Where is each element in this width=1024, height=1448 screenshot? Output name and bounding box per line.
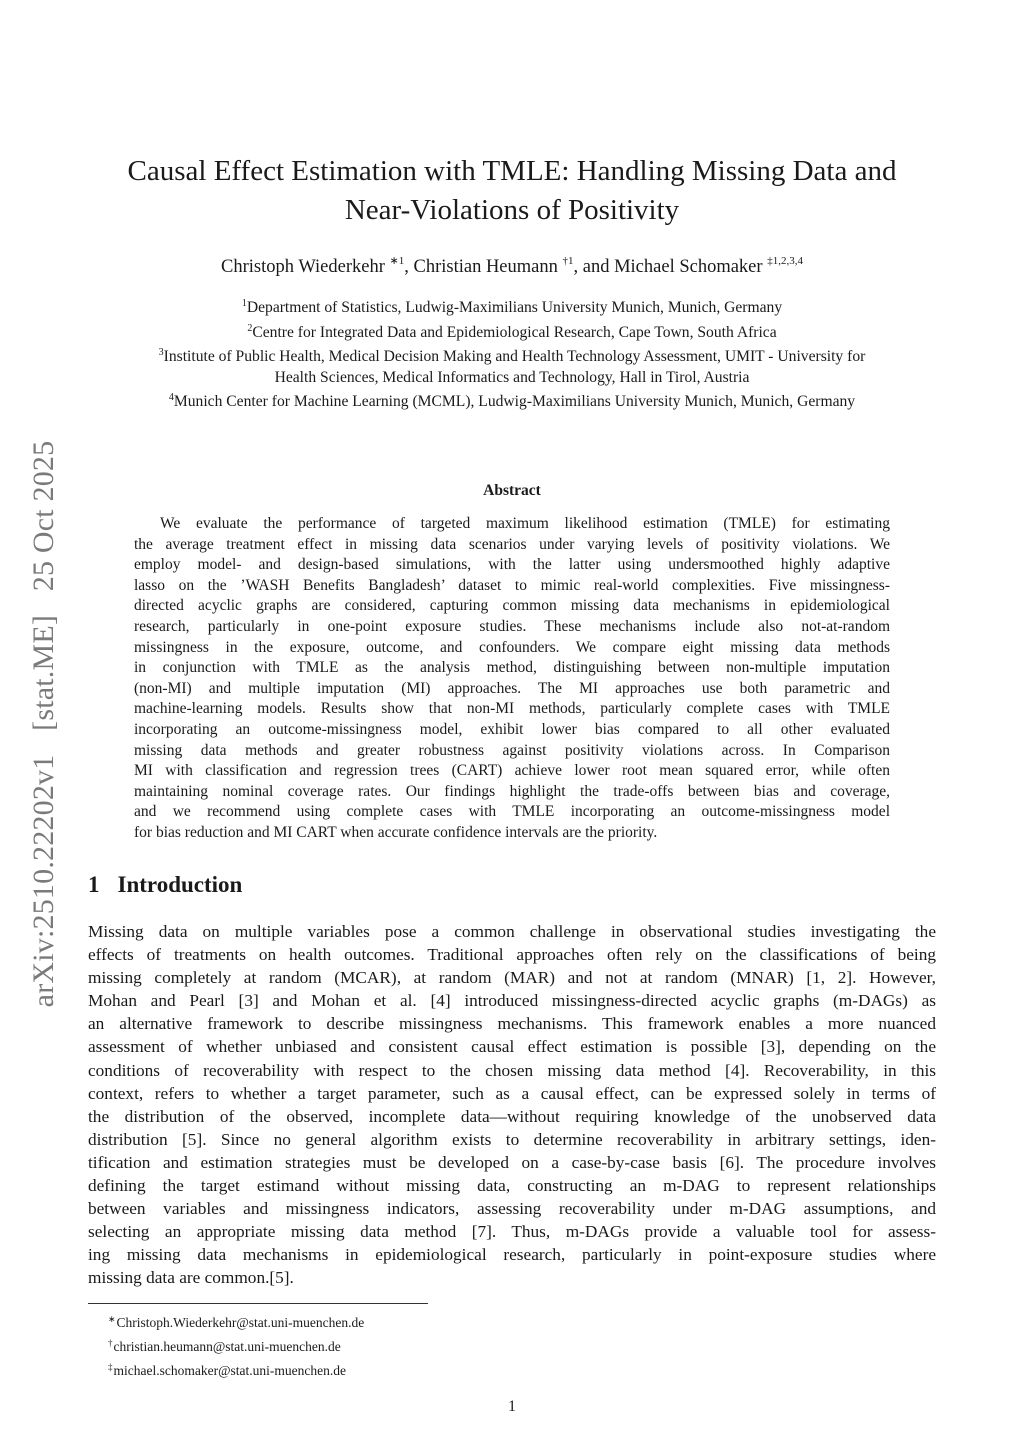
body-line: ing missing data mechanisms in epidemiological research, particularly in point-exposure studies where: [88, 1245, 936, 1265]
footnotes: [108, 1309, 364, 1381]
abstract-line: missingness in the exposure, outcome, and confounders. We compare eight missing data methods: [134, 638, 890, 656]
abstract-line: for bias reduction and MI CART when accurate confidence intervals are the priority.: [134, 823, 658, 841]
footnote-mark: ‡: [108, 1362, 113, 1372]
arxiv-date: 25 Oct 2025: [27, 440, 60, 592]
affiliation-text: Munich Center for Machine Learning (MCML), Ludwig-Maximilians University Munich, Munich, Germany: [173, 393, 856, 410]
abstract-line: machine-learning models. Results show that non-MI methods, particularly complete cases with TMLE: [134, 700, 890, 718]
affiliation-text: Department of Statistics, Ludwig-Maximilians University Munich, Munich, Germany: [246, 299, 783, 316]
footnote: [108, 1357, 364, 1381]
abstract-line: MI with classification and regression trees (CART) achieve lower root mean squared error, while often: [134, 762, 890, 780]
body-line: Mohan and Pearl [3] and Mohan et al. [4] introduced missingness-directed acyclic graphs (m-DAGs) as: [88, 991, 936, 1011]
footnote: [108, 1333, 364, 1357]
body-line: conditions of recoverability with respect to the chosen missing data method [4]. Recoverability, in this: [88, 1060, 936, 1080]
affiliation-number: 2: [247, 322, 253, 334]
body-line: distribution [5]. Since no general algorithm exists to determine recoverability in arbitrary settings, iden-: [88, 1129, 936, 1149]
title-line-2: Near-Violations of Positivity: [344, 194, 680, 226]
affiliation-number: 1: [241, 298, 247, 309]
arxiv-id: arXiv:2510.22202v1: [27, 754, 60, 1008]
affiliation: [78, 294, 946, 319]
abstract-line: incorporating an outcome-missingness model, exhibit lower bias compared to all other evaluated: [134, 720, 890, 738]
abstract-heading: Abstract: [483, 482, 541, 499]
body-line: between variables and missingness indicators, assessing recoverability under m-DAG assumptions, and: [88, 1199, 936, 1219]
abstract-line: in conjunction with TMLE as the analysis method, distinguishing between non-multiple imputation: [134, 659, 890, 677]
paper-title: [90, 152, 934, 230]
body-line: Missing data on multiple variables pose a common challenge in observational studies investigating the: [88, 922, 936, 941]
abstract-line: employ model- and design-based simulations, with the latter using undersmoothed highly adaptive: [134, 556, 890, 574]
author-marks: ∗1: [389, 255, 405, 267]
footnote-divider: [88, 1303, 428, 1304]
footnote-mark: †: [108, 1338, 113, 1348]
affiliation-text: Health Sciences, Medical Informatics and Technology, Hall in Tirol, Austria: [274, 368, 750, 386]
footnote-mark: ∗: [108, 1314, 116, 1324]
body-line: tification and estimation strategies must be developed on a case-by-case basis [6]. The procedure involves: [88, 1152, 936, 1172]
abstract-body: [134, 514, 890, 844]
body-line: missing completely at random (MCAR), at random (MAR) and not at random (MNAR) [1, 2]. However,: [88, 968, 936, 988]
abstract-line: the average treatment effect in missing data scenarios under varying levels of positivity violations. We: [134, 535, 890, 553]
author-name: Christian Heumann: [413, 257, 558, 277]
body-line: the distribution of the observed, incomplete data—without requiring knowledge of the unobserved data: [88, 1106, 936, 1126]
affiliation-text: Centre for Integrated Data and Epidemiological Research, Cape Town, South Africa: [252, 323, 777, 341]
body-line: effects of treatments on health outcomes. Traditional approaches often rely on the classifications of being: [88, 945, 936, 965]
introduction-paragraph: [88, 920, 936, 1290]
affiliation-list: [78, 294, 946, 413]
body-line: missing data are common.[5].: [88, 1268, 294, 1288]
abstract-line: missing data methods and greater robustness against positivity violations across. In Comparison: [134, 741, 890, 759]
section-number: 1: [88, 872, 100, 897]
affiliation: [78, 388, 946, 413]
footnote-email-link[interactable]: Christoph.Wiederkehr@stat.uni-muenchen.de: [116, 1315, 365, 1330]
arxiv-category: [stat.ME]: [27, 614, 60, 731]
affiliation-text: Institute of Public Health, Medical Decision Making and Health Technology Assessment, UMIT - University for: [163, 348, 866, 365]
body-line: context, refers to whether a target parameter, such as a causal effect, can be expressed solely in terms of: [88, 1083, 936, 1103]
author-name: Christoph Wiederkehr: [221, 257, 385, 277]
affiliation: [78, 319, 946, 344]
body-line: an alternative framework to describe missingness mechanisms. This framework enables a more nuanced: [88, 1014, 936, 1034]
abstract-line: maintaining nominal coverage rates. Our findings highlight the trade-offs between bias and coverage,: [134, 782, 890, 800]
author-name: Michael Schomaker: [614, 257, 763, 277]
abstract-line: lasso on the ’WASH Benefits Bangladesh’ dataset to mimic real-world complexities. Five missingness-: [134, 576, 890, 594]
body-line: assessment of whether unbiased and consistent causal effect estimation is possible [3], depending on the: [88, 1037, 936, 1057]
abstract-line: We evaluate the performance of targeted maximum likelihood estimation (TMLE) for estimating: [160, 515, 890, 532]
abstract-line: (non-MI) and multiple imputation (MI) approaches. The MI approaches use both parametric and: [134, 679, 890, 697]
page-number: 1: [508, 1398, 516, 1415]
abstract-line: and we recommend using complete cases with TMLE incorporating an outcome-missingness model: [134, 803, 890, 821]
abstract-line: directed acyclic graphs are considered, capturing common missing data mechanisms in epidemiological: [134, 597, 890, 615]
author-list: [90, 254, 934, 278]
title-line-1: Causal Effect Estimation with TMLE: Handling Missing Data and: [127, 155, 897, 187]
author-marks: †1: [562, 255, 574, 267]
affiliation: [78, 368, 946, 389]
body-line: defining the target estimand without missing data, constructing an m-DAG to represent relationships: [88, 1176, 936, 1196]
footnote-email-link[interactable]: michael.schomaker@stat.uni-muenchen.de: [113, 1363, 346, 1378]
section-heading: [88, 872, 242, 898]
abstract-line: research, particularly in one-point exposure studies. These mechanisms include also not-at-random: [134, 617, 890, 635]
footnote-email-link[interactable]: christian.heumann@stat.uni-muenchen.de: [113, 1339, 341, 1354]
affiliation-number: 4: [168, 392, 174, 403]
body-line: selecting an appropriate missing data method [7]. Thus, m-DAGs provide a valuable tool for assess-: [88, 1222, 936, 1242]
section-title: Introduction: [117, 872, 243, 897]
footnote: [108, 1309, 364, 1333]
arxiv-stamp: [27, 433, 61, 1016]
affiliation-number: 3: [158, 347, 164, 358]
author-separator: ,: [404, 257, 414, 277]
author-separator: , and: [573, 257, 615, 277]
affiliation: [78, 343, 946, 368]
author-marks: ‡1,2,3,4: [767, 255, 803, 267]
